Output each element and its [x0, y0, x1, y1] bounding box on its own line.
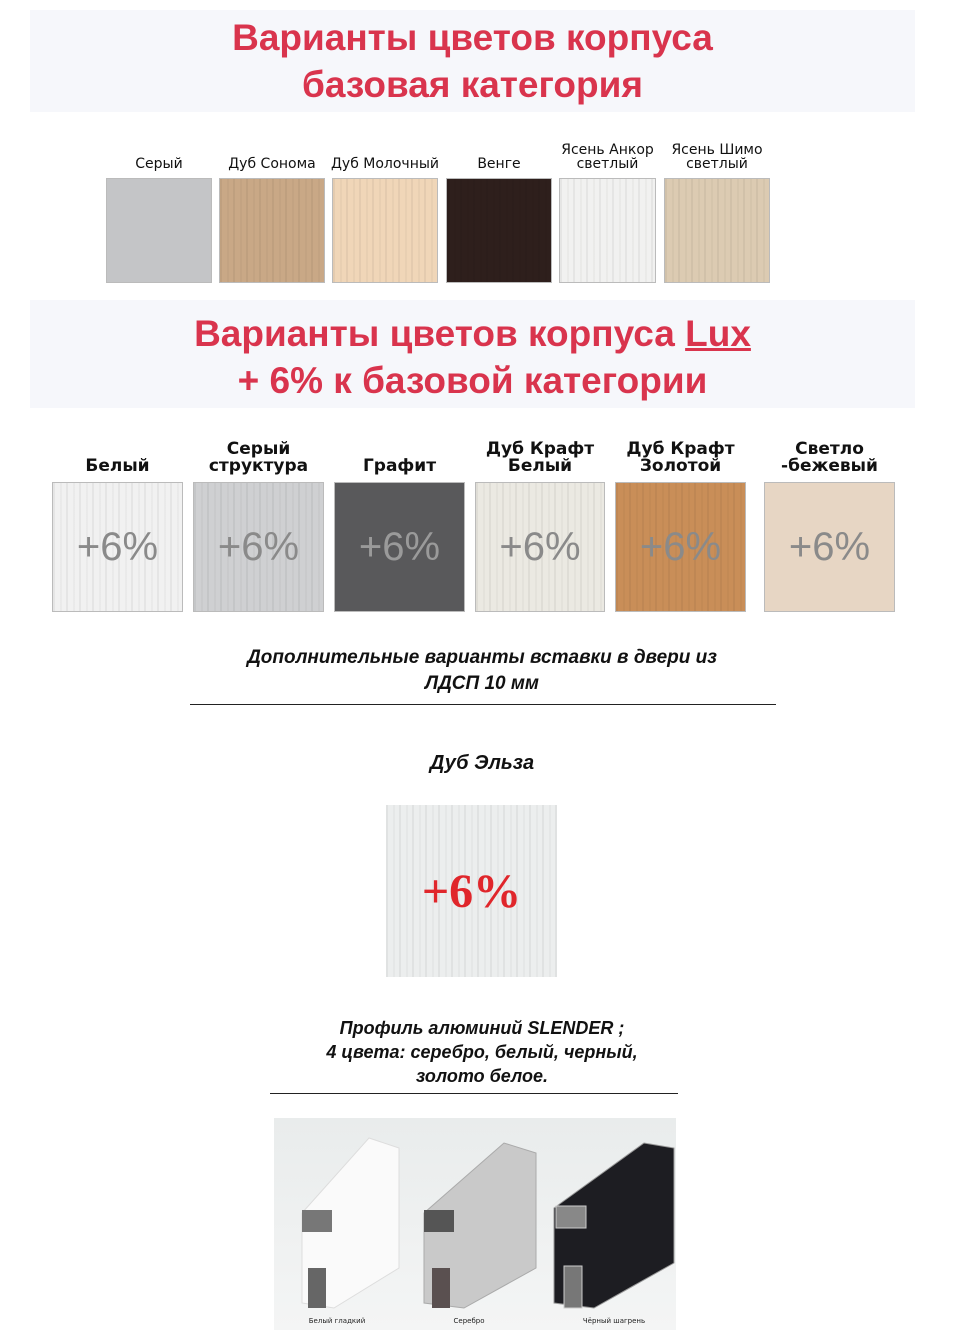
base-swatch	[559, 178, 656, 283]
lux-swatch	[334, 482, 465, 612]
base-swatch-label: Дуб Сонома	[228, 156, 316, 172]
lux-title-lux: Lux	[685, 313, 751, 354]
lux-title-prefix: Варианты цветов корпуса	[194, 313, 686, 354]
lux-swatch	[764, 482, 895, 612]
aluminum-profiles-image	[274, 1118, 676, 1330]
price-badge: +6%	[499, 524, 581, 569]
base-swatch	[219, 178, 325, 283]
divider	[190, 704, 776, 705]
price-badge: +6%	[788, 524, 871, 569]
caption-silver: Серебро	[453, 1317, 485, 1325]
base-title-line2: базовая категория	[302, 64, 643, 105]
profile-photo	[274, 1118, 676, 1330]
profile-line2: 4 цвета: серебро, белый, черный,	[326, 1042, 638, 1062]
base-swatch-label: Ясень Шимо светлый	[671, 142, 763, 172]
lux-swatch	[475, 482, 605, 612]
price-badge: +6%	[217, 524, 300, 569]
base-swatch	[446, 178, 552, 283]
lux-swatch	[193, 482, 324, 612]
base-swatch	[664, 178, 770, 283]
price-badge: +6%	[358, 524, 441, 569]
lux-swatch	[52, 482, 183, 612]
insert-price-badge: +6%	[421, 864, 522, 918]
base-title-line1: Варианты цветов корпуса	[232, 17, 713, 58]
insert-item-label: Дуб Эльза	[429, 752, 535, 774]
base-swatch-label: Серый	[135, 156, 183, 172]
base-swatch	[106, 178, 212, 283]
base-swatch	[332, 178, 438, 283]
base-swatch-label: Венге	[477, 156, 521, 172]
price-badge: +6%	[76, 524, 159, 569]
insert-swatch-dub-elza	[386, 805, 557, 977]
base-swatch-label: Дуб Молочный	[330, 156, 440, 172]
profile-line1: Профиль алюминий SLENDER ;	[339, 1018, 625, 1038]
caption-white: Белый гладкий	[308, 1317, 366, 1325]
price-badge: +6%	[639, 524, 722, 569]
profile-black	[554, 1143, 674, 1308]
lux-swatch	[615, 482, 746, 612]
lux-swatch-label: Дуб Крафт Золотой	[626, 439, 735, 476]
lux-swatch-label: Графит	[362, 456, 437, 476]
profile-text	[0, 1016, 964, 1088]
lux-swatch-label: Серый структура	[208, 439, 309, 476]
profile-silver	[424, 1143, 536, 1308]
lux-swatch-label: Дуб Крафт Белый	[485, 439, 595, 476]
lux-swatch-label: Белый	[85, 456, 150, 476]
base-title	[30, 10, 915, 112]
base-swatch-label: Ясень Анкор светлый	[561, 142, 654, 172]
caption-black: Чёрный шагрень	[582, 1317, 646, 1325]
profile-line3: золото белое.	[415, 1066, 548, 1086]
inserts-heading-line2: ЛДСП 10 мм	[425, 673, 539, 694]
profile-white	[302, 1138, 399, 1308]
lux-title	[30, 300, 915, 408]
divider	[270, 1093, 678, 1094]
inserts-heading-line1: Дополнительные варианты вставки в двери из	[247, 647, 717, 668]
lux-title-line2: + 6% к базовой категории	[237, 360, 708, 401]
inserts-heading	[0, 645, 964, 697]
lux-swatch-label: Светло -бежевый	[781, 439, 878, 476]
